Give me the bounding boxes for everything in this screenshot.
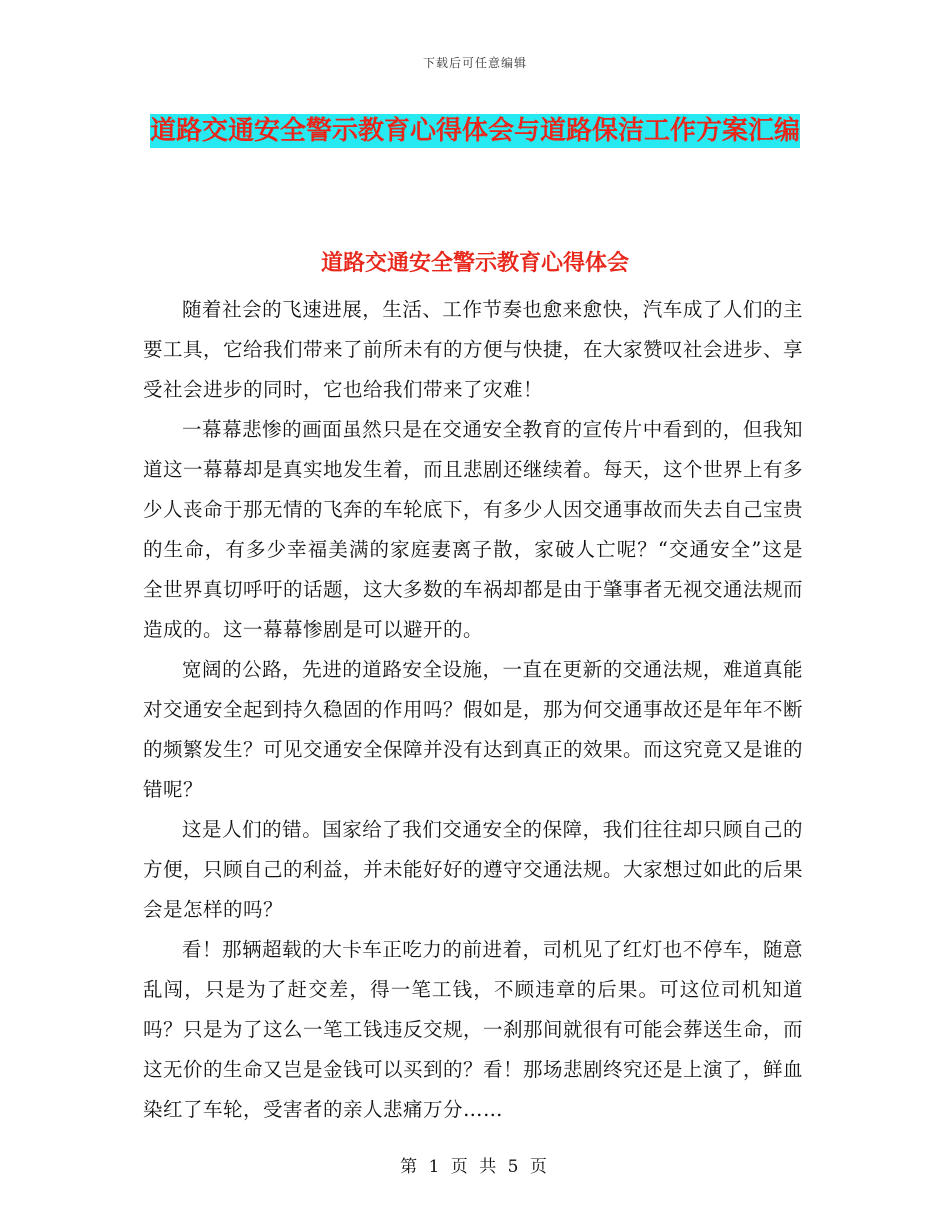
paragraph: 随着社会的飞速进展，生活、工作节奏也愈来愈快，汽车成了人们的主要工具，它给我们带来了前所未有的方便与快捷，在大家赞叹社会进步、享受社会进步的同时，它也给我们带来了灾难！ xyxy=(143,298,804,401)
page-number-footer: 第 1 页 共 5 页 xyxy=(400,1157,550,1177)
paragraph: 这是人们的错。国家给了我们交通安全的保障，我们往往却只顾自己的方便，只顾自己的利益，并未能好好的遵守交通法规。大家想过如此的后果会是怎样的吗？ xyxy=(143,818,804,921)
paragraph: 看！那辆超载的大卡车正吃力的前进着，司机见了红灯也不停车，随意乱闯，只是为了赶交差，得一笔工钱，不顾违章的后果。可这位司机知道吗？只是为了这么一笔工钱违反交规，一刹那间就很有可能会葬送生命，而这无价的生命又岂是金钱可以买到的？看！那场悲剧终究还是上演了，鲜血染红了车轮，受害者的亲人悲痛万分…… xyxy=(143,938,804,1121)
section-title: 道路交通安全警示教育心得体会 xyxy=(320,251,629,276)
document-body xyxy=(143,290,803,1130)
paragraph: 宽阔的公路，先进的道路安全设施，一直在更新的交通法规，难道真能对交通安全起到持久稳固的作用吗？假如是，那为何交通事故还是年年不断的频繁发生？可见交通安全保障并没有达到真正的效果。而这究竟又是谁的错呢？ xyxy=(143,658,804,801)
page-header-note: 下载后可任意编辑 xyxy=(422,56,527,70)
document-title xyxy=(140,106,810,156)
document-title-text: 道路交通安全警示教育心得体会与道路保洁工作方案汇编 xyxy=(149,116,800,146)
paragraph: 一幕幕悲惨的画面虽然只是在交通安全教育的宣传片中看到的，但我知道这一幕幕却是真实地发生着，而且悲剧还继续着。每天，这个世界上有多少人丧命于那无情的飞奔的车轮底下，有多少人因交通事故而失去自己宝贵的生命，有多少幸福美满的家庭妻离子散，家破人亡呢？“交通安全”这是全世界真切呼吁的话题，这大多数的车祸却都是由于肇事者无视交通法规而造成的。这一幕幕惨剧是可以避开的。 xyxy=(143,418,804,641)
